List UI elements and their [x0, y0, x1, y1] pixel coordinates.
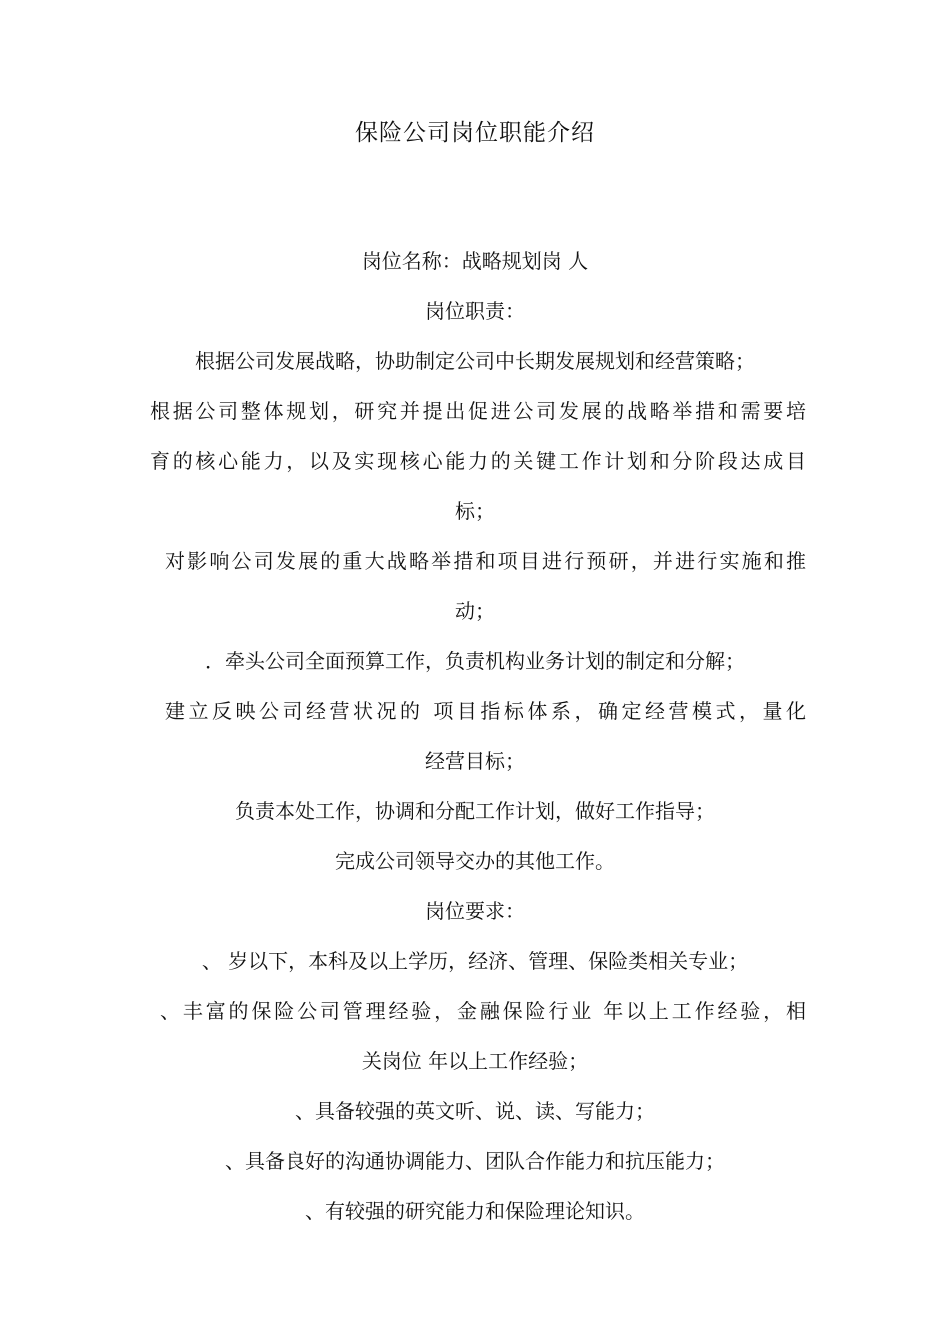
duty-item: 负责本处工作，协调和分配工作计划，做好工作指导；: [235, 799, 715, 823]
duty-item-line: 经营目标；: [425, 749, 525, 773]
requirement-item: 、具备较强的英文听、说、读、写能力；: [295, 1099, 655, 1123]
requirement-item-line: 关岗位 年以上工作经验；: [361, 1049, 589, 1073]
document-title: 保险公司岗位职能介绍: [355, 120, 595, 146]
duty-item-line: 动；: [455, 599, 495, 623]
duty-item-line: 育的核心能力，以及实现核心能力的关键工作计划和分阶段达成目: [150, 449, 806, 473]
position-name: 岗位名称：战略规划岗 人: [361, 249, 589, 273]
requirements-heading: 岗位要求：: [425, 899, 525, 923]
requirement-item: 、 岁以下，本科及以上学历，经济、管理、保险类相关专业；: [201, 949, 749, 973]
duty-item-line: 根据公司整体规划，研究并提出促进公司发展的战略举措和需要培: [150, 399, 806, 423]
requirement-item: 、具备良好的沟通协调能力、团队合作能力和抗压能力；: [225, 1149, 725, 1173]
requirement-item: 、有较强的研究能力和保险理论知识。: [305, 1199, 645, 1223]
requirement-item-line: 、丰富的保险公司管理经验，金融保险行业 年以上工作经验，相: [160, 999, 806, 1023]
duties-heading: 岗位职责：: [425, 299, 525, 323]
duty-item: ．牵头公司全面预算工作，负责机构业务计划的制定和分解；: [205, 649, 745, 673]
duty-item-line: 标；: [455, 499, 495, 523]
duty-item-line: 建立反映公司经营状况的 项目指标体系，确定经营模式，量化: [165, 699, 806, 723]
duty-item: 根据公司发展战略，协助制定公司中长期发展规划和经营策略；: [195, 349, 755, 373]
duty-item: 完成公司领导交办的其他工作。: [335, 849, 615, 873]
duty-item-line: 对影响公司发展的重大战略举措和项目进行预研，并进行实施和推: [165, 549, 806, 573]
